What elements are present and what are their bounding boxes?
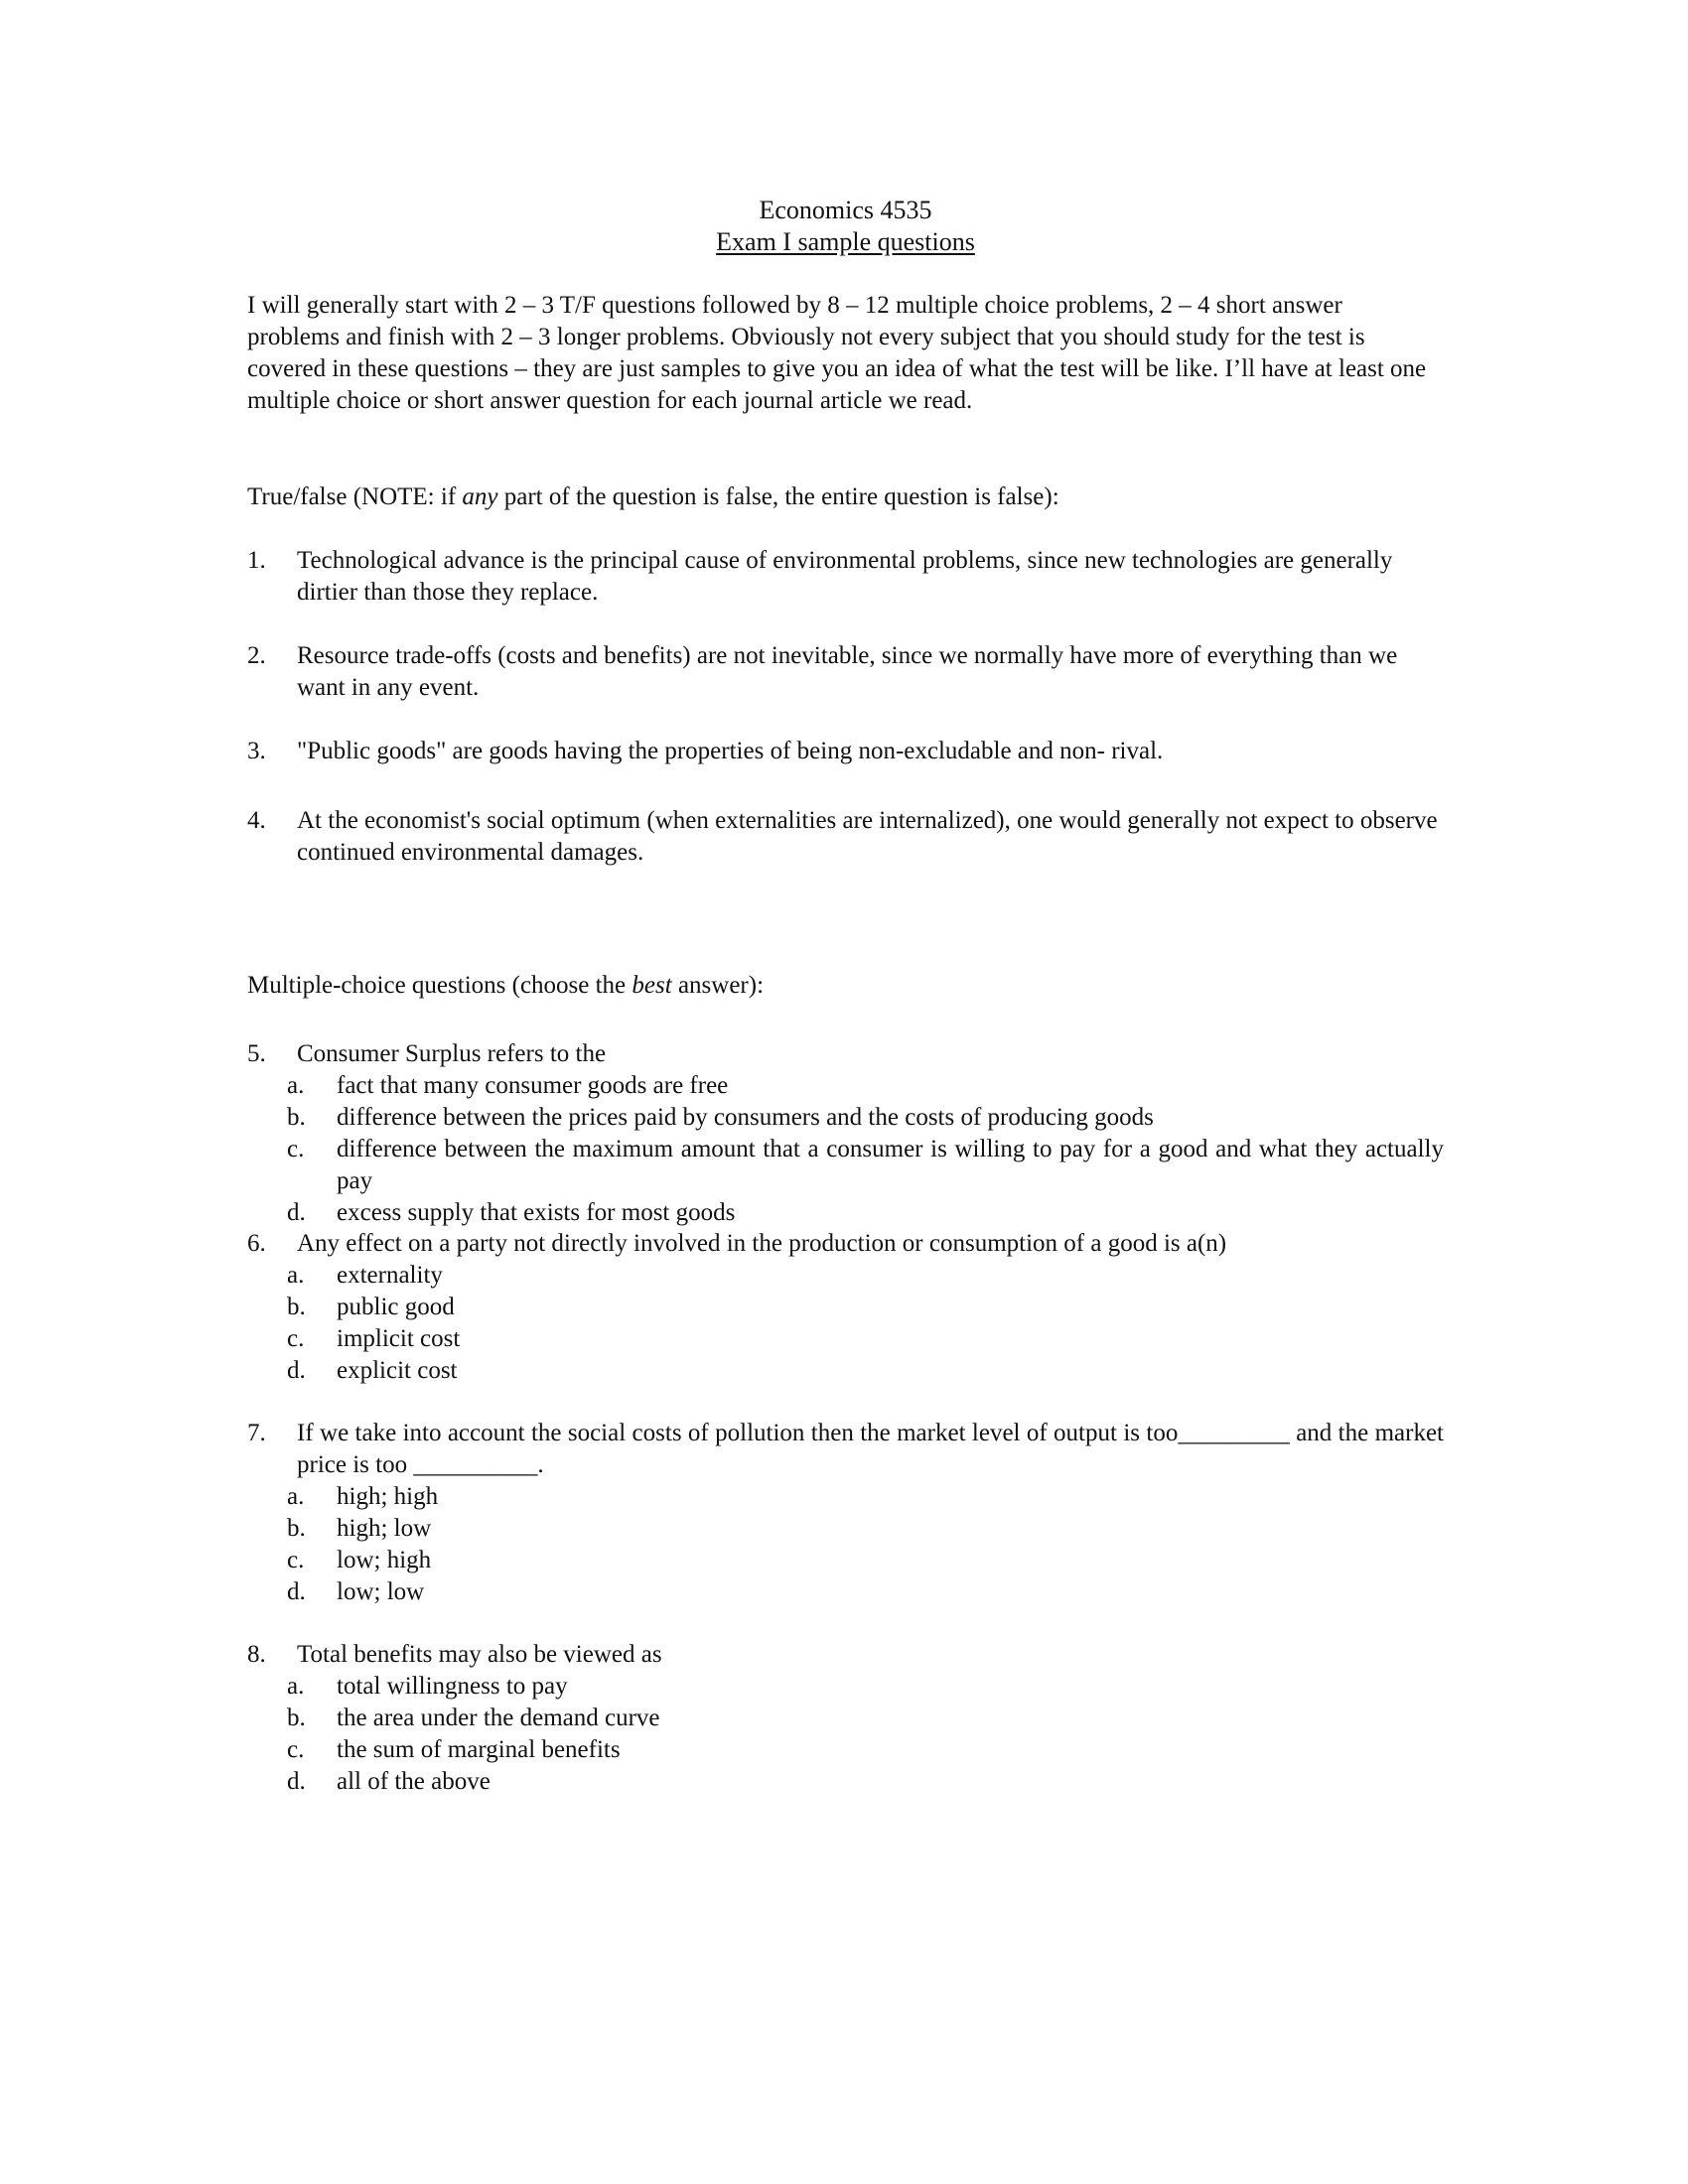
- option-letter: a.: [287, 1483, 305, 1510]
- question-number: 5.: [247, 1040, 266, 1067]
- option-text: high; low: [337, 1515, 432, 1542]
- option-text: high; high: [337, 1483, 439, 1510]
- option-text: difference between the prices paid by consumers and the costs of producing goods: [337, 1104, 1154, 1131]
- true-false-heading: [247, 481, 1059, 513]
- option-text: fact that many consumer goods are free: [337, 1072, 729, 1099]
- heading-text: Multiple-choice questions (choose the: [247, 972, 633, 999]
- option-text: all of the above: [337, 1768, 491, 1795]
- option-letter: a.: [287, 1072, 305, 1099]
- option-c: [287, 1545, 1444, 1576]
- question-5: [247, 1038, 1444, 1229]
- option-letter: c.: [287, 1736, 305, 1763]
- option-letter: b.: [287, 1294, 306, 1320]
- answer-options: [287, 1070, 1444, 1229]
- question-3: [247, 736, 1444, 767]
- option-text: the area under the demand curve: [337, 1705, 660, 1731]
- option-letter: c.: [287, 1325, 305, 1352]
- option-letter: d.: [287, 1768, 306, 1795]
- question-text: Any effect on a party not directly involved in the production or consumption of a good is a(n): [297, 1230, 1227, 1257]
- option-b: [287, 1703, 1444, 1734]
- answer-options: [287, 1481, 1444, 1608]
- option-a: [287, 1260, 1444, 1292]
- question-6: [247, 1228, 1444, 1387]
- option-letter: a.: [287, 1262, 305, 1289]
- question-number: 2.: [247, 642, 266, 669]
- option-text: implicit cost: [337, 1325, 461, 1352]
- option-text: difference between the maximum amount that a consumer is willing to pay for a good and what they actually pay: [337, 1136, 1444, 1194]
- exam-page: [247, 195, 1444, 1795]
- question-text: At the economist's social optimum (when externalities are internalized), one would generally not expect to observe continued environmental damages.: [297, 807, 1438, 866]
- answer-options: [287, 1260, 1444, 1387]
- option-a: [287, 1070, 1444, 1102]
- option-c: [287, 1734, 1444, 1766]
- option-letter: d.: [287, 1578, 306, 1605]
- heading-text: True/false (NOTE: if: [247, 483, 463, 510]
- option-b: [287, 1513, 1444, 1545]
- option-letter: b.: [287, 1515, 306, 1542]
- option-text: total willingness to pay: [337, 1673, 568, 1700]
- question-number: 7.: [247, 1420, 266, 1446]
- multiple-choice-heading: [247, 970, 764, 1002]
- option-letter: d.: [287, 1357, 306, 1384]
- intro-paragraph: I will generally start with 2 – 3 T/F questions followed by 8 – 12 multiple choice problems, 2 – 4 short answer problems and finish with 2 – 3 longer problems. Obviously not every subject that you should study for the test is covered in these questions – they are just samples to give you an idea of what the test will be like. I’ll have at least one multiple choice or short answer question for each journal article we read.: [247, 292, 1427, 414]
- heading-text: answer):: [671, 972, 765, 999]
- question-2: [247, 640, 1444, 704]
- question-8: [247, 1639, 1444, 1798]
- question-number: 3.: [247, 738, 266, 764]
- option-a: [287, 1671, 1444, 1703]
- document-subtitle: [247, 226, 1444, 258]
- question-text: "Public goods" are goods having the properties of being non-excludable and non- rival.: [297, 738, 1164, 764]
- option-b: [287, 1102, 1444, 1134]
- option-letter: c.: [287, 1136, 305, 1162]
- question-1: [247, 545, 1444, 609]
- option-letter: b.: [287, 1705, 306, 1731]
- option-letter: a.: [287, 1673, 305, 1700]
- heading-text: part of the question is false, the entire question is false):: [497, 483, 1059, 510]
- question-text: Consumer Surplus refers to the: [297, 1040, 607, 1067]
- option-d: [287, 1197, 1444, 1229]
- option-d: [287, 1355, 1444, 1387]
- option-b: [287, 1292, 1444, 1323]
- option-letter: c.: [287, 1547, 305, 1573]
- question-number: 4.: [247, 807, 266, 834]
- question-7: [247, 1418, 1444, 1608]
- answer-options: [287, 1671, 1444, 1798]
- option-text: public good: [337, 1294, 455, 1320]
- question-number: 8.: [247, 1641, 266, 1668]
- option-text: the sum of marginal benefits: [337, 1736, 621, 1763]
- question-number: 1.: [247, 547, 266, 574]
- option-text: externality: [337, 1262, 443, 1289]
- question-text: Technological advance is the principal cause of environmental problems, since new technologies are generally dirtier than those they replace.: [297, 547, 1393, 606]
- option-text: low; high: [337, 1547, 432, 1573]
- option-text: low; low: [337, 1578, 425, 1605]
- heading-emphasis: any: [462, 483, 498, 510]
- question-number: 6.: [247, 1230, 266, 1257]
- subtitle-text: Exam I sample questions: [716, 227, 975, 256]
- option-a: [287, 1481, 1444, 1513]
- question-text: If we take into account the social costs of pollution then the market level of output is too_________ and the market price is too __________.: [297, 1420, 1444, 1478]
- option-letter: d.: [287, 1199, 306, 1226]
- question-text: Total benefits may also be viewed as: [297, 1641, 662, 1668]
- option-letter: b.: [287, 1104, 306, 1131]
- question-text: Resource trade-offs (costs and benefits) are not inevitable, since we normally have more of everything than we want in any event.: [297, 642, 1398, 701]
- question-4: [247, 805, 1444, 869]
- option-d: [287, 1576, 1444, 1608]
- heading-emphasis: best: [632, 972, 672, 999]
- option-text: explicit cost: [337, 1357, 458, 1384]
- option-d: [287, 1766, 1444, 1798]
- option-c: [287, 1134, 1444, 1197]
- option-text: excess supply that exists for most goods: [337, 1199, 736, 1226]
- course-title: Economics 4535: [759, 196, 932, 224]
- document-header: [247, 195, 1444, 258]
- option-c: [287, 1323, 1444, 1355]
